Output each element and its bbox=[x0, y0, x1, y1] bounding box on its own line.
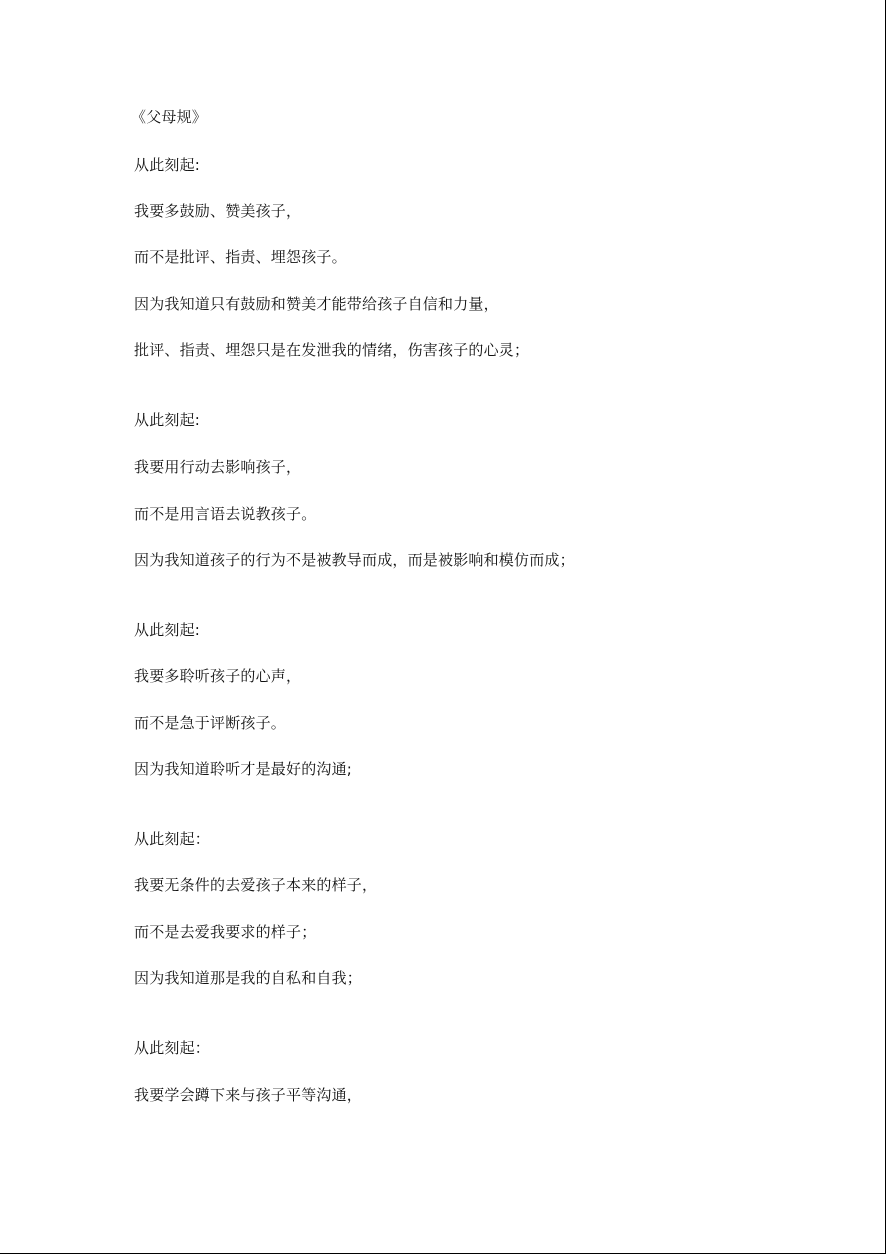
paragraph-line: 因为我知道孩子的行为不是被教导而成，而是被影响和模仿而成； bbox=[134, 551, 575, 569]
paragraph-line: 因为我知道只有鼓励和赞美才能带给孩子自信和力量， bbox=[134, 295, 499, 313]
document-title: 《父母规》 bbox=[131, 108, 208, 126]
paragraph-line: 从此刻起: bbox=[134, 621, 201, 639]
paragraph-line: 我要用行动去影响孩子， bbox=[134, 458, 302, 476]
paragraph-line: 从此刻起： bbox=[134, 830, 211, 848]
paragraph-line: 从此刻起: bbox=[134, 411, 201, 429]
paragraph-line: 我要多鼓励、赞美孩子， bbox=[134, 202, 302, 220]
paragraph-line: 我要无条件的去爱孩子本来的样子， bbox=[134, 876, 378, 894]
paragraph-line: 而不是批评、指责、埋怨孩子。 bbox=[134, 248, 347, 266]
paragraph-line: 我要学会蹲下来与孩子平等沟通， bbox=[134, 1086, 363, 1104]
paragraph-line: 从此刻起: bbox=[134, 156, 201, 174]
paragraph-line: 而不是去爱我要求的样子； bbox=[134, 923, 317, 941]
paragraph-line: 因为我知道那是我的自私和自我； bbox=[134, 969, 363, 987]
paragraph-line: 我要多聆听孩子的心声， bbox=[134, 667, 302, 685]
paragraph-line: 批评、指责、埋怨只是在发泄我的情绪，伤害孩子的心灵； bbox=[134, 341, 530, 359]
paragraph-line: 从此刻起： bbox=[134, 1039, 211, 1057]
paragraph-line: 而不是急于评断孩子。 bbox=[134, 714, 287, 732]
paragraph-line: 而不是用言语去说教孩子。 bbox=[134, 505, 317, 523]
paragraph-line: 因为我知道聆听才是最好的沟通; bbox=[134, 760, 353, 778]
